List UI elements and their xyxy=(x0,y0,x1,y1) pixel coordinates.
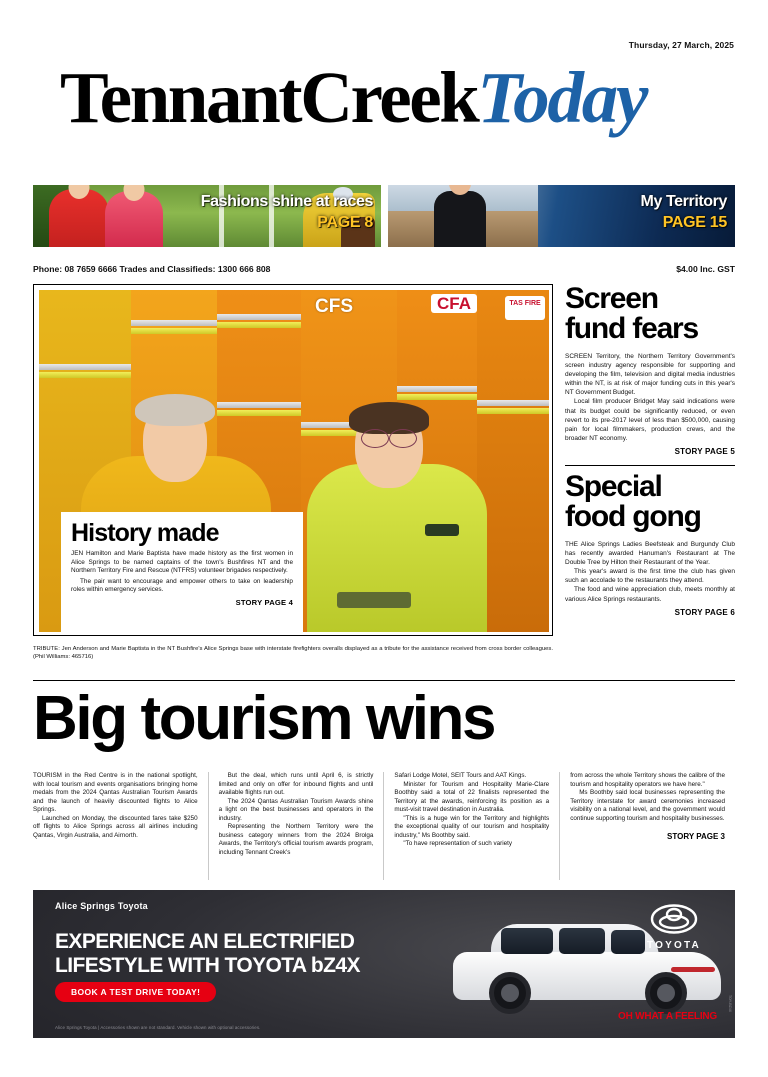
cfs-badge: CFS xyxy=(315,296,353,317)
lead-story-column-2 xyxy=(208,772,384,880)
cfa-badge: CFA xyxy=(431,294,477,313)
lead-story-rule xyxy=(33,680,735,681)
face-icon xyxy=(124,185,145,201)
pocket-icon xyxy=(337,592,411,608)
col2-para-3: Representing the Northern Territory were the business category winners from the 2024 Brolga Awards, the Territory's official tourism awards program, including Tennant Creek's xyxy=(218,823,374,856)
history-made-caption-box xyxy=(61,512,303,632)
masthead-title-dark: TennantCreek xyxy=(60,57,478,138)
lead-photo-block xyxy=(33,284,553,636)
screen-fund-story-page[interactable]: STORY PAGE 5 xyxy=(674,446,735,456)
caption-para-1: JEN Hamilton and Marie Baptista have made history as the first women in Alice Springs to be named captains of the town's Bushfires NT and the Northern Territory Fire and Rescue (NTFRS) volunteer brigades respectively. xyxy=(71,550,293,575)
ad-headline xyxy=(55,930,360,978)
food-gong-para-1: THE Alice Springs Ladies Beefsteak and Burgundy Club has recently awarded Hanuman's Restaurant at The Double Tree by Hilton their Restaurant of the Year. xyxy=(565,540,735,567)
firefighters-photo xyxy=(39,290,549,632)
lead-story-column-4 xyxy=(559,772,735,880)
food-gong-para-3: The food and wine appreciation club, meets monthly at various Alice Springs restaurants. xyxy=(565,586,735,603)
food-gong-headline-line1: Special xyxy=(565,469,662,503)
col2-para-2: The 2024 Qantas Australian Tourism Awards shine a light on the best businesses and operators in the industry. xyxy=(218,797,374,822)
col3-para-3: "This is a huge win for the Territory and highlights the exceptional quality of our tourism and hospitality industry," Ms Boothby said. xyxy=(394,814,550,839)
car-wheel-icon xyxy=(489,972,531,1014)
tas-fire-badge: TAS FIRE xyxy=(505,296,545,320)
promo-page-my-territory: PAGE 15 xyxy=(662,214,727,231)
hair-icon xyxy=(349,402,429,434)
car-window-icon xyxy=(559,928,605,954)
promo-panel-my-territory[interactable] xyxy=(388,185,735,247)
toyota-logo xyxy=(639,904,709,951)
caption-story-page[interactable]: STORY PAGE 4 xyxy=(235,597,293,607)
promo-panel-fashions[interactable] xyxy=(33,185,381,247)
screen-fund-headline-line1: Screen xyxy=(565,282,658,315)
hair-icon xyxy=(135,394,215,426)
col2-para-1: But the deal, which runs until April 6, is strictly limited and only on offer for inbound flights and until available flights run out. xyxy=(218,772,374,796)
dateline: Thursday, 27 March, 2025 xyxy=(628,40,734,50)
ad-headline-line2: LIFESTYLE WITH TOYOTA bZ4X xyxy=(55,954,360,977)
col4-para-2: Ms Boothby said local businesses representing the Territory interstate for award ceremonies increased visibility on a national level, and the government would continue supporting tourism and hospitality businesses. xyxy=(570,789,725,822)
toyota-wordmark: TOYOTA xyxy=(647,940,701,951)
caption-para-2: The pair want to encourage and empower others to take on leadership roles within emergency services. xyxy=(71,577,293,594)
ad-side-note: TOY-BZ4X xyxy=(728,994,732,1012)
eyeglasses-icon xyxy=(361,429,389,448)
food-gong-story-page[interactable]: STORY PAGE 6 xyxy=(674,607,735,617)
turnout-coat-tas xyxy=(477,290,549,632)
car-window-icon xyxy=(501,928,553,954)
lead-story-column-1 xyxy=(33,772,208,880)
woman-black-shirt-image xyxy=(434,191,486,247)
col4-para-1: from across the whole Territory shows the calibre of the tourism and hospitality operators we have here." xyxy=(570,772,725,788)
col3-para-2: Minister for Tourism and Hospitality Marie-Clare Boothby said a total of 22 finalists represented the Territory at the awards, reinforcing its position as a must-visit travel destination in Australia. xyxy=(394,780,550,813)
screen-fund-headline-line2: fund fears xyxy=(565,312,699,345)
info-bar xyxy=(33,264,735,274)
woman-red-dress-image xyxy=(49,189,109,247)
firefighter-marie-image xyxy=(307,406,487,632)
col1-para-1: TOURISM in the Red Centre is in the national spotlight, with local tourism and events organisations bringing home medals from the 2024 Qantas Australian Tourism Awards and the launch of heavily discounted flights to Alice Springs. xyxy=(33,772,198,813)
promo-strip xyxy=(33,140,735,258)
screen-fund-para-2: Local film producer Bridget May said indications were that its budget could be significantly reduced, or even revert to its pre-2017 level of less than $500,000, causing pain for local filmmakers, production crews, and the broader NT economy. xyxy=(565,398,735,442)
col1-para-2: Launched on Monday, the discounted fares take $250 off flights to Alice Springs across all airlines including Qantas, Virgin Australia, and Airnorth. xyxy=(33,814,198,839)
col3-para-1: Safari Lodge Motel, SEIT Tours and AAT Kings. xyxy=(394,772,527,779)
toyota-tagline: OH WHAT A FEELING xyxy=(618,1011,717,1022)
screen-fund-para-1: SCREEN Territory, the Northern Territory Government's screen industry agency responsible for supporting and developing the film, television and digital media industries within the NT, is at risk of major funding cuts in this year's NT Government Budget. xyxy=(565,353,735,397)
cover-price: $4.00 Inc. GST xyxy=(676,264,735,274)
contact-details: Phone: 08 7659 6666 Trades and Classifieds: 1300 666 808 xyxy=(33,264,271,274)
promo-headline-fashions: Fashions shine at races xyxy=(200,193,373,210)
ad-headline-line1: EXPERIENCE AN ELECTRIFIED xyxy=(55,930,355,953)
book-test-drive-button[interactable]: BOOK A TEST DRIVE TODAY! xyxy=(55,982,216,1002)
column-divider xyxy=(565,465,735,466)
promo-page-fashions: PAGE 8 xyxy=(317,214,373,231)
tail-light-icon xyxy=(671,967,715,972)
ad-disclaimer: Alice Springs Toyota | Accessories shown are not standard. Vehicle shown with optional accessories. xyxy=(55,1025,261,1030)
lead-story-column-3 xyxy=(383,772,559,880)
toyota-emblem-icon xyxy=(650,904,698,934)
toyota-advertisement[interactable] xyxy=(33,890,735,1038)
eyeglasses-icon xyxy=(389,429,417,448)
masthead-title-blue: Today xyxy=(477,57,647,138)
promo-headline-my-territory: My Territory xyxy=(640,193,727,210)
car-wheel-icon xyxy=(645,972,687,1014)
lead-story-page[interactable]: STORY PAGE 3 xyxy=(667,832,725,841)
lead-story-headline: Big tourism wins xyxy=(33,684,495,753)
shoulder-tab-icon xyxy=(425,524,459,536)
food-gong-para-2: This year's award is the first time the club has given such an accolade to the restaurants they attend. xyxy=(565,568,735,585)
ad-dealer-name: Alice Springs Toyota xyxy=(55,901,148,911)
photo-credit: TRIBUTE: Jen Anderson and Marie Baptista in the NT Bushfire's Alice Springs base with interstate firefighters overalls displayed as a tribute for the assistance received from cross border colleagues. (Phil Williams: 465716) xyxy=(33,646,553,660)
col3-para-4: "To have representation of such variety xyxy=(403,840,513,847)
woman-pink-dress-image xyxy=(105,191,163,247)
food-gong-headline-line2: food gong xyxy=(565,499,701,533)
caption-headline: History made xyxy=(71,519,219,547)
face-icon xyxy=(449,185,471,195)
right-column xyxy=(565,284,735,617)
masthead-title xyxy=(60,56,720,138)
face-icon xyxy=(69,185,90,199)
lead-story-columns xyxy=(33,772,735,880)
